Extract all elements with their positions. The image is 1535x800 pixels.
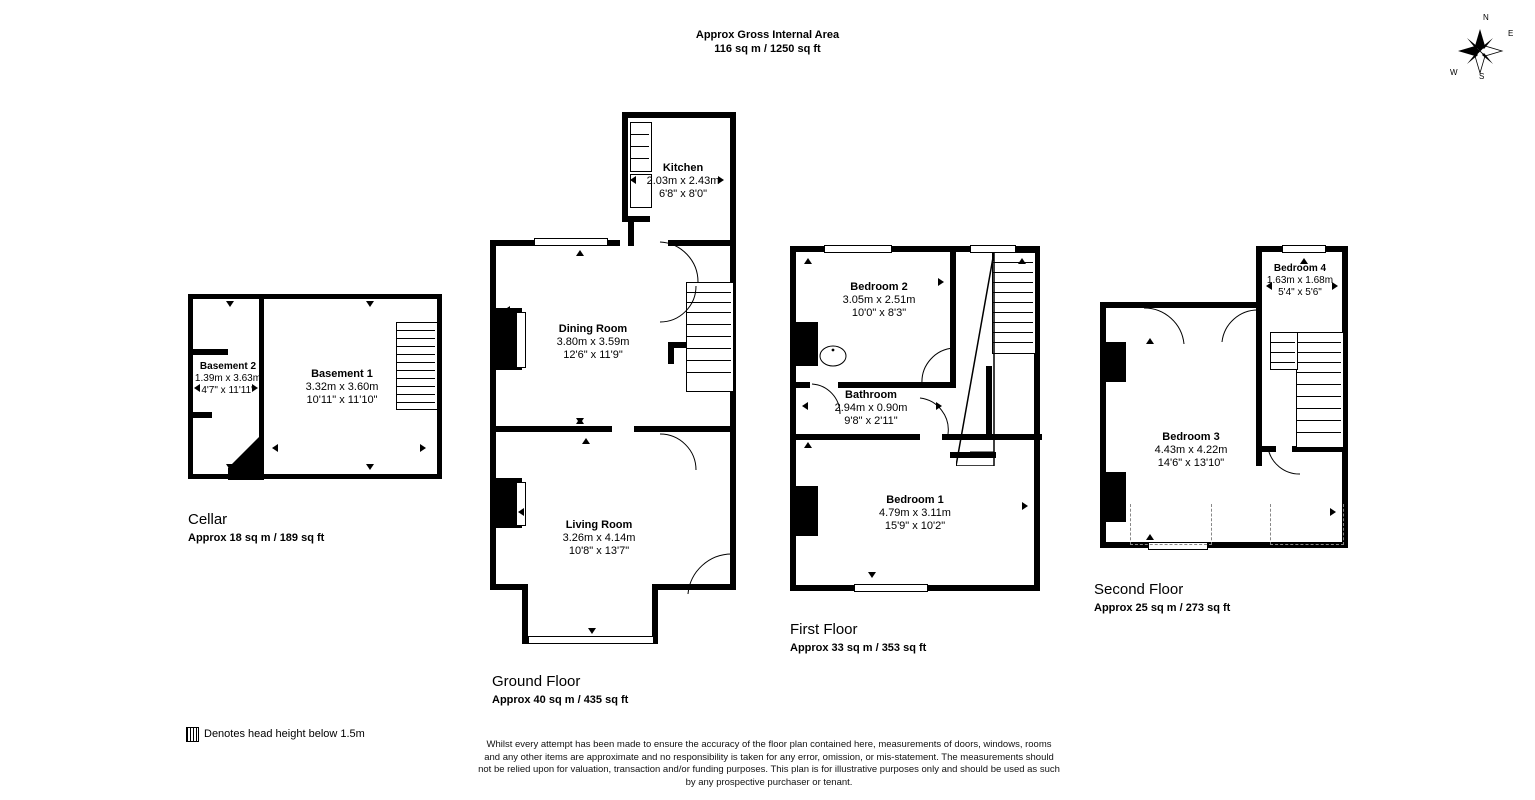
dim-arrow [1146, 534, 1154, 540]
stair-void [956, 252, 996, 466]
room-kitchen: Kitchen 2.03m x 2.43m 6'8" x 8'0" [646, 162, 720, 200]
dim-arrow [366, 301, 374, 307]
dim-arrow [582, 438, 590, 444]
dim-arrow [936, 402, 942, 410]
first-stairs [992, 252, 1036, 354]
head-height-area [1130, 504, 1212, 545]
dim-arrow [804, 442, 812, 448]
room-bedroom-3: Bedroom 3 4.43m x 4.22m 14'6" x 13'10" [1154, 431, 1228, 469]
compass-n-label: N [1483, 13, 1489, 22]
room-basement-1: Basement 1 3.32m x 3.60m 10'11" x 11'10" [305, 368, 379, 406]
compass-e-label: E [1508, 29, 1514, 38]
window [1282, 245, 1326, 253]
dim-arrow [518, 508, 524, 516]
room-basement-2: Basement 2 1.39m x 3.63m 4'7" x 11'11" [194, 361, 262, 396]
room-bedroom-1: Bedroom 1 4.79m x 3.11m 15'9" x 10'2" [879, 494, 951, 532]
dim-arrow [1146, 338, 1154, 344]
basin-icon [818, 342, 848, 370]
dim-arrow [366, 464, 374, 470]
floor-label-second: Second Floor Approx 25 sq m / 273 sq ft [1094, 581, 1231, 614]
dim-arrow [1018, 258, 1026, 264]
page-title [640, 28, 895, 56]
room-bedroom-4: Bedroom 4 1.63m x 1.68m 5'4" x 5'6" [1266, 263, 1334, 298]
head-height-swatch [186, 727, 199, 742]
dim-arrow [576, 418, 584, 424]
legend [186, 727, 506, 745]
fireplace [516, 312, 526, 368]
floor-label-ground: Ground Floor Approx 40 sq m / 435 sq ft [492, 673, 629, 706]
dim-arrow [226, 301, 234, 307]
dim-arrow [588, 628, 596, 634]
dim-arrow [272, 444, 278, 452]
stair-landing [1270, 332, 1298, 370]
dim-arrow [1330, 508, 1336, 516]
floor-label-cellar: Cellar Approx 18 sq m / 189 sq ft [188, 511, 325, 544]
window [854, 584, 928, 592]
window [824, 245, 892, 253]
legend-label: Denotes head height below 1.5m [204, 728, 365, 740]
room-living: Living Room 3.26m x 4.14m 10'8" x 13'7" [562, 519, 636, 557]
window [534, 238, 608, 246]
compass-rose [1440, 15, 1520, 85]
gross-area-value: 116 sq m / 1250 sq ft [714, 43, 821, 55]
fireplace [516, 482, 526, 526]
room-bathroom: Bathroom 2.94m x 0.90m 9'8" x 2'11" [834, 389, 908, 427]
compass-w-label: W [1450, 68, 1458, 77]
dim-arrow [868, 572, 876, 578]
window [528, 636, 654, 644]
compass-s-label: S [1479, 72, 1485, 81]
gross-area-label: Approx Gross Internal Area [695, 29, 840, 41]
disclaimer-text: Whilst every attempt has been made to ensure the accuracy of the floor plan contained here, measurements of doors, windows, rooms and any other items are approximate and no responsibility is taken for any error, omission, or mis-statement. The measurements should not be relied upon for valuation, transaction and/or funding purposes. This plan is for illustrative purposes only and should be used as such by any prospective purchaser or tenant. [478, 739, 1060, 788]
dim-arrow [420, 444, 426, 452]
dim-arrow [576, 250, 584, 256]
room-bedroom-2: Bedroom 2 3.05m x 2.51m 10'0" x 8'3" [842, 281, 916, 319]
dim-arrow [226, 464, 234, 470]
dim-arrow [1022, 502, 1028, 510]
dim-arrow [504, 306, 510, 314]
dim-arrow [804, 258, 812, 264]
floor-label-first: First Floor Approx 33 sq m / 353 sq ft [790, 621, 927, 654]
room-dining: Dining Room 3.80m x 3.59m 12'6" x 11'9" [556, 323, 630, 361]
second-stairs [1296, 332, 1344, 448]
